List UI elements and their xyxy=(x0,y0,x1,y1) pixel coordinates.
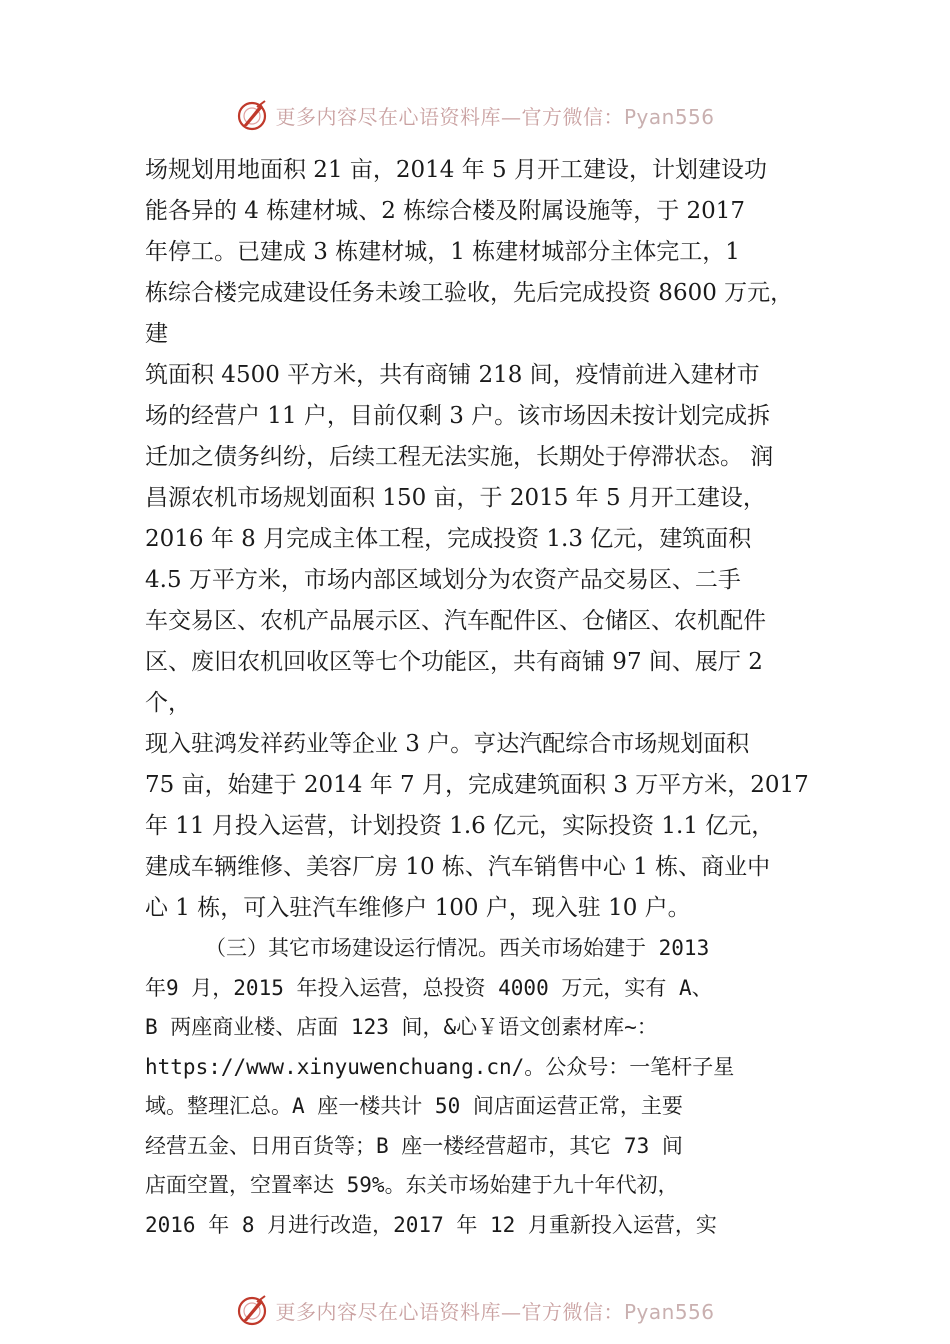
body-line: 心 1 栋，可入驻汽车维修户 100 户，现入驻 10 户。 xyxy=(145,895,691,921)
body-line: 场规划用地面积 21 亩，2014 年 5 月开工建设，计划建设功 xyxy=(145,157,767,183)
body-line: 2016 年 8 月完成主体工程，完成投资 1.3 亿元，建筑面积 xyxy=(145,526,752,552)
body-line: 建成车辆维修、美容厂房 10 栋、汽车销售中心 1 栋、商业中 xyxy=(145,854,771,880)
body-line: 能各异的 4 栋建材城、2 栋综合楼及附属设施等，于 2017 xyxy=(145,198,746,224)
body-line: 2016 年 8 月进行改造，2017 年 12 月重新投入运营，实 xyxy=(145,1212,717,1237)
header-banner-main: 更多内容尽在心语资料库—官方微信： xyxy=(275,104,624,129)
body-line: 现入驻鸿发祥药业等企业 3 户。亨达汽配综合市场规划面积 xyxy=(145,731,750,757)
document-body xyxy=(145,150,835,1245)
footer-banner-text xyxy=(275,1296,714,1325)
quill-logo-icon xyxy=(235,98,269,132)
body-line: 年停工。已建成 3 栋建材城，1 栋建材城部分主体完工，1 xyxy=(145,239,740,265)
body-line: 建 xyxy=(145,321,168,347)
body-line: 4.5 万平方米，市场内部区域划分为农资产品交易区、二手 xyxy=(145,567,741,593)
body-line: 昌源农机市场规划面积 150 亩，于 2015 年 5 月开工建设， xyxy=(145,485,766,511)
body-line: 域。整理汇总。A 座一楼共计 50 间店面运营正常，主要 xyxy=(145,1094,683,1118)
body-line: 个， xyxy=(145,690,191,716)
footer-banner xyxy=(0,1290,950,1330)
body-line: 车交易区、农机产品展示区、汽车配件区、仓储区、农机配件 xyxy=(145,608,766,634)
body-line: 栋综合楼完成建设任务未竣工验收，先后完成投资 8600 万元， xyxy=(145,280,794,306)
body-line: 年9 月，2015 年投入运营，总投资 4000 万元，实有 A、 xyxy=(145,975,713,1000)
header-banner-text xyxy=(275,101,714,130)
body-line: 场的经营户 11 户，目前仅剩 3 户。该市场因未按计划完成拆 xyxy=(145,403,771,429)
body-line: 区、废旧农机回收区等七个功能区，共有商铺 97 间、展厅 2 xyxy=(145,649,763,675)
body-line: 迁加之债务纠纷，后续工程无法实施，长期处于停滞状态。 润 xyxy=(145,444,774,470)
section-heading-line: （三）其它市场建设运行情况。西关市场始建于 2013 xyxy=(205,936,710,960)
footer-banner-main: 更多内容尽在心语资料库—官方微信： xyxy=(275,1299,624,1324)
header-wechat-id: Pyan556 xyxy=(623,104,715,129)
footer-wechat-id: Pyan556 xyxy=(623,1299,715,1324)
header-banner xyxy=(0,95,950,135)
body-line: 店面空置，空置率达 59%。东关市场始建于九十年代初， xyxy=(145,1173,679,1197)
watermark-url-line: https://www.xinyuwenchuang.cn/。公众号：一笔杆子星 xyxy=(145,1054,735,1079)
body-line: 75 亩，始建于 2014 年 7 月，完成建筑面积 3 万平方米，2017 xyxy=(145,772,809,798)
quill-logo-icon xyxy=(235,1293,269,1327)
body-line: 经营五金、日用百货等；B 座一楼经营超市，其它 73 间 xyxy=(145,1133,683,1158)
body-line: 筑面积 4500 平方米，共有商铺 218 间，疫情前进入建材市 xyxy=(145,362,760,388)
body-line: B 两座商业楼、店面 123 间，&心￥语文创素材库~： xyxy=(145,1015,658,1039)
body-line: 年 11 月投入运营，计划投资 1.6 亿元，实际投资 1.1 亿元， xyxy=(145,813,775,839)
